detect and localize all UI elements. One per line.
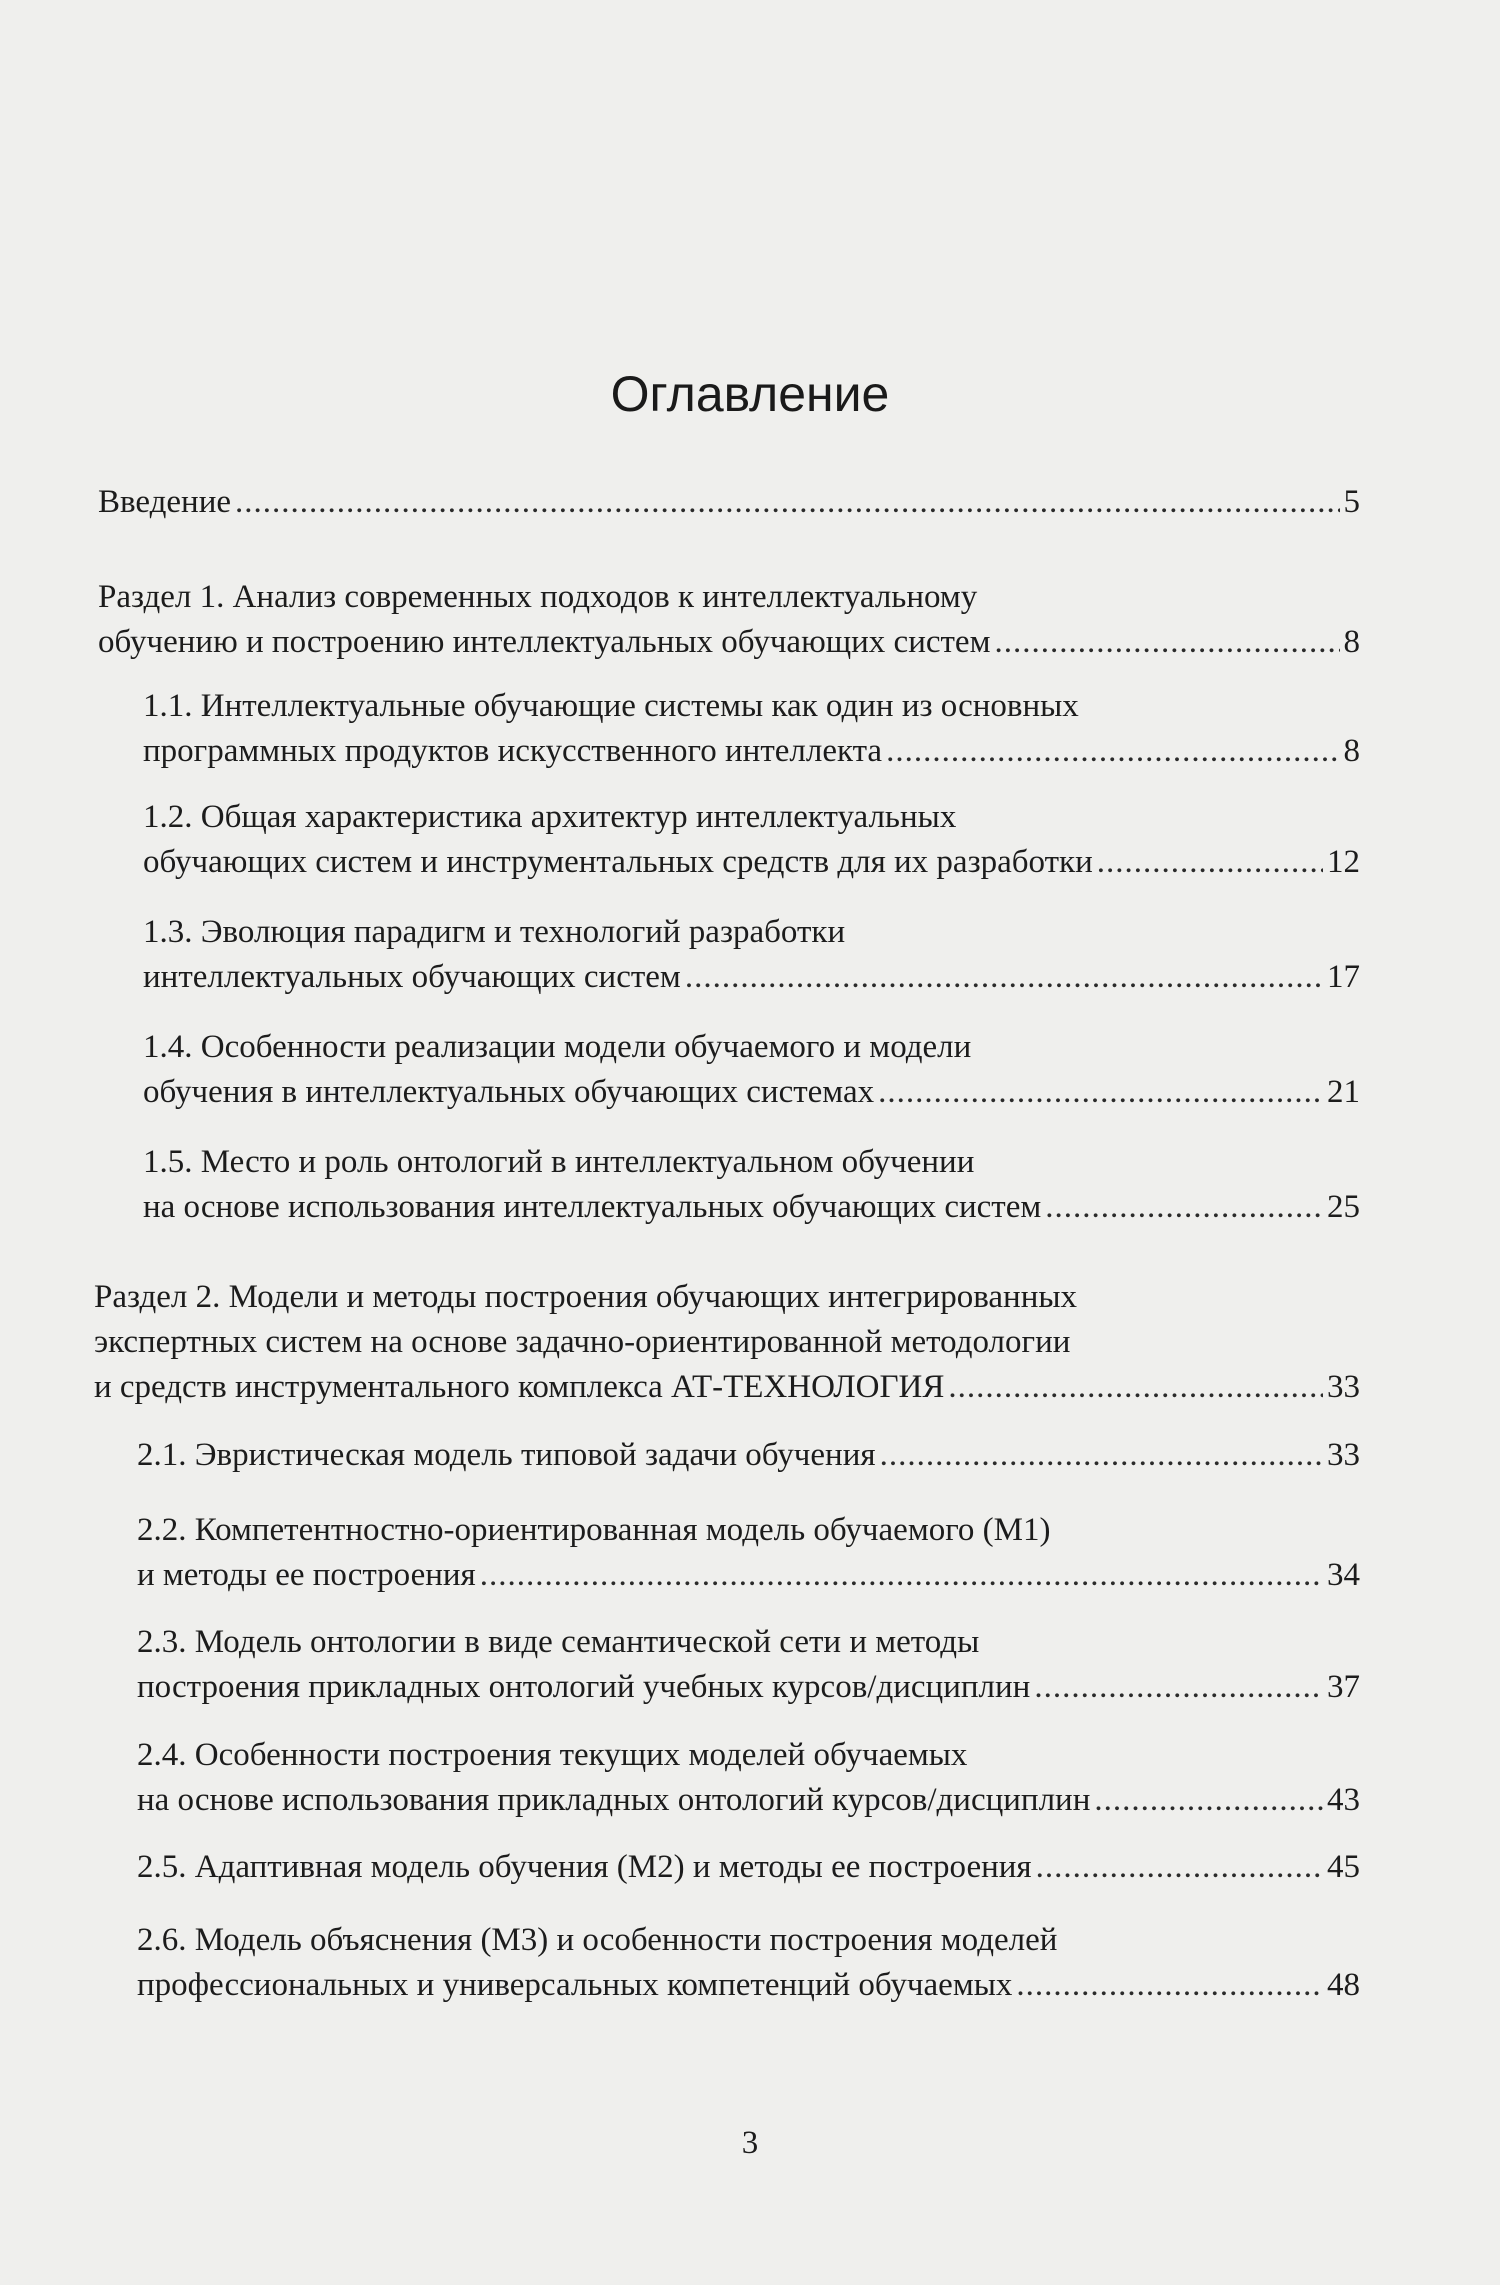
toc-line <box>137 1778 1360 1823</box>
toc-line <box>137 1963 1360 2008</box>
dot-leader <box>1094 1778 1323 1823</box>
toc-line <box>137 1665 1360 1710</box>
toc-entry-title: на основе использования прикладных онтологий курсов/дисциплин <box>137 1782 1091 1818</box>
toc-entry-title: 1.4. Особенности реализации модели обучаемого и модели <box>143 1029 972 1065</box>
toc-line <box>137 1845 1360 1890</box>
toc-line <box>98 480 1360 525</box>
toc-entry <box>137 1620 1360 1710</box>
toc-entry-title: и методы ее построения <box>137 1557 476 1593</box>
dot-leader <box>685 955 1323 1000</box>
dot-leader <box>948 1365 1323 1410</box>
toc-entry <box>137 1433 1360 1478</box>
toc-line <box>94 1365 1360 1410</box>
page-number: 3 <box>741 2125 759 2161</box>
toc-entry-title: 1.5. Место и роль онтологий в интеллектуальном обучении <box>143 1144 975 1180</box>
toc-page-number: 8 <box>1343 733 1360 769</box>
toc-entry <box>137 1845 1360 1890</box>
toc-line <box>94 1275 1360 1320</box>
toc-entry-title: 2.4. Особенности построения текущих моделей обучаемых <box>137 1737 968 1773</box>
toc-line <box>94 1320 1360 1365</box>
toc-entry-title: Раздел 2. Модели и методы построения обучающих интегрированных <box>94 1279 1078 1315</box>
toc-page-number: 8 <box>1343 624 1360 660</box>
dot-leader <box>235 480 1339 525</box>
toc-line <box>143 684 1360 729</box>
toc-entry-title: обучению и построению интеллектуальных обучающих систем <box>98 624 991 660</box>
toc-page-number: 43 <box>1327 1782 1360 1818</box>
toc-entry-title: 2.2. Компетентностно-ориентированная модель обучаемого (М1) <box>137 1512 1051 1548</box>
toc-line <box>137 1620 1360 1665</box>
toc-entry-title: на основе использования интеллектуальных обучающих систем <box>143 1189 1042 1225</box>
toc-entry <box>137 1508 1360 1598</box>
toc-line <box>143 795 1360 840</box>
dot-leader <box>886 729 1339 774</box>
toc-line <box>143 955 1360 1000</box>
dot-leader <box>1097 840 1323 885</box>
toc-entry <box>98 575 1360 665</box>
toc-page-number: 45 <box>1327 1849 1360 1885</box>
toc-line <box>137 1433 1360 1478</box>
toc-entry-title: построения прикладных онтологий учебных курсов/дисциплин <box>137 1669 1031 1705</box>
page-title: Оглавление <box>610 366 890 422</box>
toc-page-number: 48 <box>1327 1967 1360 2003</box>
toc-page-number: 17 <box>1327 959 1360 995</box>
toc-line <box>137 1508 1360 1553</box>
toc-page-number: 12 <box>1327 844 1360 880</box>
dot-leader <box>1034 1665 1323 1710</box>
toc-page-number: 37 <box>1327 1669 1360 1705</box>
toc-entry-title: интеллектуальных обучающих систем <box>143 959 681 995</box>
toc-entry-title: обучения в интеллектуальных обучающих системах <box>143 1074 875 1110</box>
toc-entry <box>137 1918 1360 2008</box>
toc-entry-title: обучающих систем и инструментальных средств для их разработки <box>143 844 1093 880</box>
toc-line <box>143 910 1360 955</box>
toc-line <box>143 1070 1360 1115</box>
toc-entry-title: Введение <box>98 484 232 520</box>
dot-leader <box>1045 1185 1323 1230</box>
toc-entry <box>137 1733 1360 1823</box>
toc-entry-title: и средств инструментального комплекса АТ-ТЕХНОЛОГИЯ <box>94 1369 945 1405</box>
toc-entry-title: 1.1. Интеллектуальные обучающие системы как один из основных <box>143 688 1079 724</box>
toc-line <box>137 1918 1360 1963</box>
toc-line <box>98 575 1360 620</box>
toc-page-number: 33 <box>1327 1369 1360 1405</box>
toc-entry <box>94 1275 1360 1410</box>
toc-page-number: 34 <box>1327 1557 1360 1593</box>
toc-entry-title: 1.2. Общая характеристика архитектур интеллектуальных <box>143 799 957 835</box>
toc-entry-title: профессиональных и универсальных компетенций обучаемых <box>137 1967 1013 2003</box>
toc-entry <box>143 795 1360 885</box>
toc-entry <box>143 1025 1360 1115</box>
toc-entry-title: 2.6. Модель объяснения (М3) и особенности построения моделей <box>137 1922 1058 1958</box>
toc-page-number: 25 <box>1327 1189 1360 1225</box>
toc-entry <box>143 910 1360 1000</box>
toc-page-number: 33 <box>1327 1437 1360 1473</box>
dot-leader <box>878 1070 1323 1115</box>
toc-line <box>98 620 1360 665</box>
toc-entry <box>143 1140 1360 1230</box>
toc-entry-title: 2.5. Адаптивная модель обучения (М2) и методы ее построения <box>137 1849 1032 1885</box>
toc-line <box>137 1553 1360 1598</box>
toc-entry-title: программных продуктов искусственного интеллекта <box>143 733 883 769</box>
toc-entry-title: 2.1. Эвристическая модель типовой задачи обучения <box>137 1437 876 1473</box>
toc-line <box>143 840 1360 885</box>
dot-leader <box>880 1433 1323 1478</box>
toc-entry-title: Раздел 1. Анализ современных подходов к интеллектуальному <box>98 579 978 615</box>
toc-page-number: 5 <box>1343 484 1360 520</box>
toc-line <box>143 1140 1360 1185</box>
toc-line <box>143 729 1360 774</box>
dot-leader <box>1016 1963 1323 2008</box>
dot-leader <box>480 1553 1323 1598</box>
toc-line <box>143 1025 1360 1070</box>
toc-line <box>137 1733 1360 1778</box>
toc-entry <box>98 480 1360 525</box>
toc-page-number: 21 <box>1327 1074 1360 1110</box>
toc-entry-title: 1.3. Эволюция парадигм и технологий разработки <box>143 914 846 950</box>
dot-leader <box>1036 1845 1323 1890</box>
toc-entry-title: 2.3. Модель онтологии в виде семантической сети и методы <box>137 1624 980 1660</box>
toc-entry-title: экспертных систем на основе задачно-ориентированной методологии <box>94 1324 1071 1360</box>
toc-entry <box>143 684 1360 774</box>
toc-line <box>143 1185 1360 1230</box>
dot-leader <box>994 620 1339 665</box>
